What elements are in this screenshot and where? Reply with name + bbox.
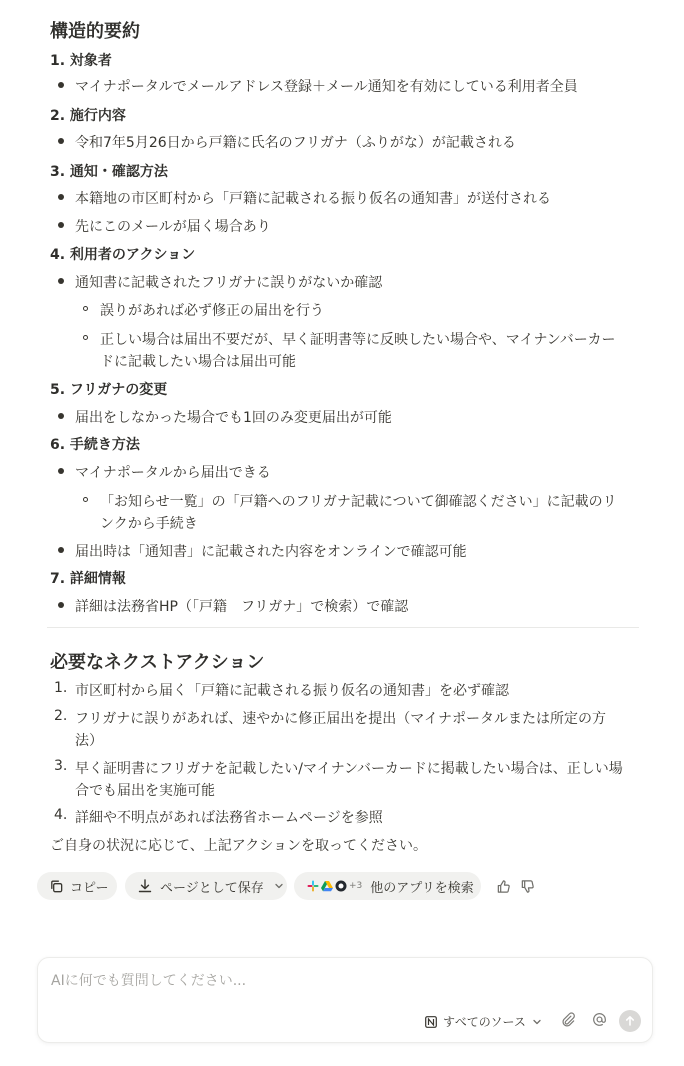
sub-list-item: 誤りがあれば必ず修正の届出を行う bbox=[100, 303, 324, 319]
list-item: 令和7年5月26日から戸籍に氏名のフリガナ（ふりがな）が記載される bbox=[75, 135, 516, 151]
list-item: マイナポータルから届出できる bbox=[75, 465, 271, 481]
sub-list-item-continued: ドに記載したい場合は届出可能 bbox=[100, 354, 296, 370]
summary-heading: 構造的要約 bbox=[50, 21, 140, 42]
list-number: 4. bbox=[54, 807, 68, 823]
sources-dropdown[interactable] bbox=[425, 1013, 542, 1030]
bullet-marker bbox=[58, 602, 64, 608]
thumbs-up-icon bbox=[496, 879, 511, 894]
section-title: 7. 詳細情報 bbox=[50, 571, 126, 587]
sub-bullet-marker bbox=[83, 497, 88, 502]
list-item: 届出をしなかった場合でも1回のみ変更届出が可能 bbox=[75, 410, 392, 426]
divider bbox=[47, 627, 639, 628]
at-icon bbox=[592, 1012, 607, 1027]
send-arrow-icon bbox=[624, 1015, 636, 1027]
download-icon bbox=[137, 878, 153, 894]
list-item: 先にこのメールが届く場合あり bbox=[75, 219, 271, 235]
sub-list-item-continued: ンクから手続き bbox=[100, 516, 198, 532]
ask-ai-input[interactable] bbox=[51, 970, 611, 992]
bullet-marker bbox=[58, 82, 64, 88]
attach-button[interactable] bbox=[561, 1012, 576, 1027]
list-item: 通知書に記載されたフリガナに誤りがないか確認 bbox=[75, 275, 383, 291]
thumbs-up-button[interactable] bbox=[494, 877, 512, 895]
numbered-item: フリガナに誤りがあれば、速やかに修正届出を提出（マイナポータルまたは所定の方 bbox=[75, 711, 607, 727]
numbered-item: 早く証明書にフリガナを記載したい/マイナンバーカードに掲載したい場合は、正しい場 bbox=[75, 761, 623, 777]
slack-icon bbox=[307, 880, 319, 892]
list-item: マイナポータルでメールアドレス登録＋メール通知を有効にしている利用者全員 bbox=[75, 79, 578, 95]
list-item: 本籍地の市区町村から「戸籍に記載される振り仮名の通知書」が送付される bbox=[75, 191, 551, 207]
next-actions-heading: 必要なネクストアクション bbox=[50, 652, 265, 673]
numbered-item: 市区町村から届く「戸籍に記載される振り仮名の通知書」を必ず確認 bbox=[75, 683, 509, 699]
section-title: 1. 対象者 bbox=[50, 53, 112, 69]
copy-icon bbox=[49, 879, 64, 894]
section-title: 2. 施行内容 bbox=[50, 108, 126, 124]
numbered-item: 詳細や不明点があれば法務省ホームページを参照 bbox=[75, 810, 383, 826]
notion-icon bbox=[425, 1016, 437, 1028]
thumbs-down-button[interactable] bbox=[518, 877, 536, 895]
chevron-down-icon bbox=[274, 881, 284, 891]
search-other-apps-button[interactable] bbox=[294, 872, 481, 900]
bullet-marker bbox=[58, 194, 64, 200]
bullet-marker bbox=[58, 222, 64, 228]
github-icon bbox=[335, 880, 347, 892]
closing-text: ご自身の状況に応じて、上記アクションを取ってください。 bbox=[50, 838, 428, 854]
bullet-marker bbox=[58, 468, 64, 474]
bullet-marker bbox=[58, 413, 64, 419]
thumbs-down-icon bbox=[520, 879, 535, 894]
paperclip-icon bbox=[561, 1012, 576, 1027]
copy-button[interactable] bbox=[37, 872, 117, 900]
list-item: 詳細は法務省HP（「戸籍 フリガナ」で検索）で確認 bbox=[75, 599, 409, 615]
numbered-item-continued: 法） bbox=[75, 733, 103, 749]
composer bbox=[37, 957, 653, 1043]
list-number: 2. bbox=[54, 708, 68, 724]
list-number: 1. bbox=[54, 680, 68, 696]
numbered-item-continued: 合でも届出を実施可能 bbox=[75, 783, 215, 799]
section-title: 5. フリガナの変更 bbox=[50, 382, 168, 398]
section-title: 6. 手続き方法 bbox=[50, 437, 140, 453]
section-title: 4. 利用者のアクション bbox=[50, 247, 196, 263]
sub-list-item: 「お知らせ一覧」の「戸籍へのフリガナ記載について御確認ください」に記載のリ bbox=[100, 494, 617, 510]
search-other-apps-label: 他のアプリを検索 bbox=[370, 880, 474, 896]
bullet-marker bbox=[58, 547, 64, 553]
bullet-marker bbox=[58, 138, 64, 144]
save-as-page-button[interactable] bbox=[125, 872, 287, 900]
bullet-marker bbox=[58, 278, 64, 284]
copy-label: コピー bbox=[70, 880, 109, 896]
apps-count: +3 bbox=[349, 881, 363, 891]
sub-bullet-marker bbox=[83, 306, 88, 311]
list-item: 届出時は「通知書」に記載された内容をオンラインで確認可能 bbox=[75, 544, 467, 560]
sub-list-item: 正しい場合は届出不要だが、早く証明書等に反映したい場合や、マイナンバーカー bbox=[100, 332, 616, 348]
sources-label: すべてのソース bbox=[443, 1015, 526, 1029]
sub-bullet-marker bbox=[83, 335, 88, 340]
mention-button[interactable] bbox=[592, 1012, 607, 1027]
send-button[interactable] bbox=[619, 1010, 641, 1032]
chevron-down-icon bbox=[532, 1017, 542, 1027]
google-drive-icon bbox=[321, 880, 333, 892]
save-as-page-label: ページとして保存 bbox=[160, 880, 264, 896]
section-title: 3. 通知・確認方法 bbox=[50, 164, 168, 180]
list-number: 3. bbox=[54, 758, 68, 774]
